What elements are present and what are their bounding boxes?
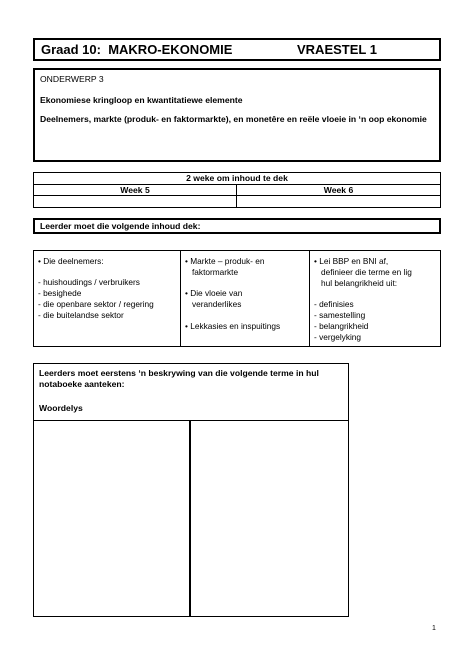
content-column-participants [34, 251, 181, 346]
topic-heading: ONDERWERP 3 [40, 74, 104, 84]
topic-box [33, 68, 441, 162]
list-item: • Die vloeie van [185, 288, 243, 298]
content-column-gdp [310, 251, 440, 346]
learner-heading-box [33, 218, 441, 234]
list-item: - die buitelandse sektor [38, 310, 124, 320]
list-item: - die openbare sektor / regering [38, 299, 154, 309]
content-column-markets [181, 251, 310, 346]
duration-label: 2 weke om inhoud te dek [186, 173, 288, 183]
week-header-row [34, 185, 440, 196]
week-6-cell [237, 196, 440, 207]
list-item: - belangrikheid [314, 321, 369, 331]
list-item: • Die deelnemers: [38, 256, 104, 266]
list-item: definieer die terme en lig [321, 267, 412, 277]
vocabulary-grid [34, 420, 348, 617]
list-item: hul belangrikheid uit: [321, 278, 398, 288]
list-item: - samestelling [314, 310, 366, 320]
list-item: - definisies [314, 299, 354, 309]
paper-label: VRAESTEL 1 [297, 42, 377, 57]
vocabulary-box [33, 363, 349, 617]
week-5-cell [34, 196, 237, 207]
topic-subtitle: Ekonomiese kringloop en kwantitatiewe elemente [40, 95, 243, 105]
content-table [33, 250, 441, 347]
weeks-table [33, 172, 441, 208]
vocabulary-instruction: Leerders moet eerstens ‘n beskrywing van die volgende terme in hul notaboeke aanteken: [39, 368, 319, 389]
duration-row [34, 173, 440, 185]
list-item: - besighede [38, 288, 82, 298]
learner-heading: Leerder moet die volgende inhoud dek: [40, 221, 201, 231]
week-5-header: Week 5 [34, 185, 237, 195]
list-item: veranderlikes [192, 299, 242, 309]
page-number: 1 [432, 625, 436, 632]
vocabulary-heading: Woordelys [39, 403, 83, 413]
list-item: • Markte – produk- en [185, 256, 265, 266]
week-empty-row [34, 196, 440, 207]
topic-description: Deelnemers, markte (produk- en faktormarkte), en monetêre en reële vloeie in ‘n oop ekonomie [40, 114, 427, 124]
list-item: • Lekkasies en inspuitings [185, 321, 281, 331]
week-6-header: Week 6 [323, 185, 354, 195]
vocabulary-divider [189, 421, 191, 617]
list-item: - huishoudings / verbruikers [38, 277, 140, 287]
title-bar [33, 38, 441, 61]
list-item: • Lei BBP en BNI af, [314, 256, 389, 266]
grade-subject-title: Graad 10: MAKRO-EKONOMIE [41, 42, 233, 57]
list-item: faktormarkte [192, 267, 239, 277]
list-item: - vergelyking [314, 332, 362, 342]
